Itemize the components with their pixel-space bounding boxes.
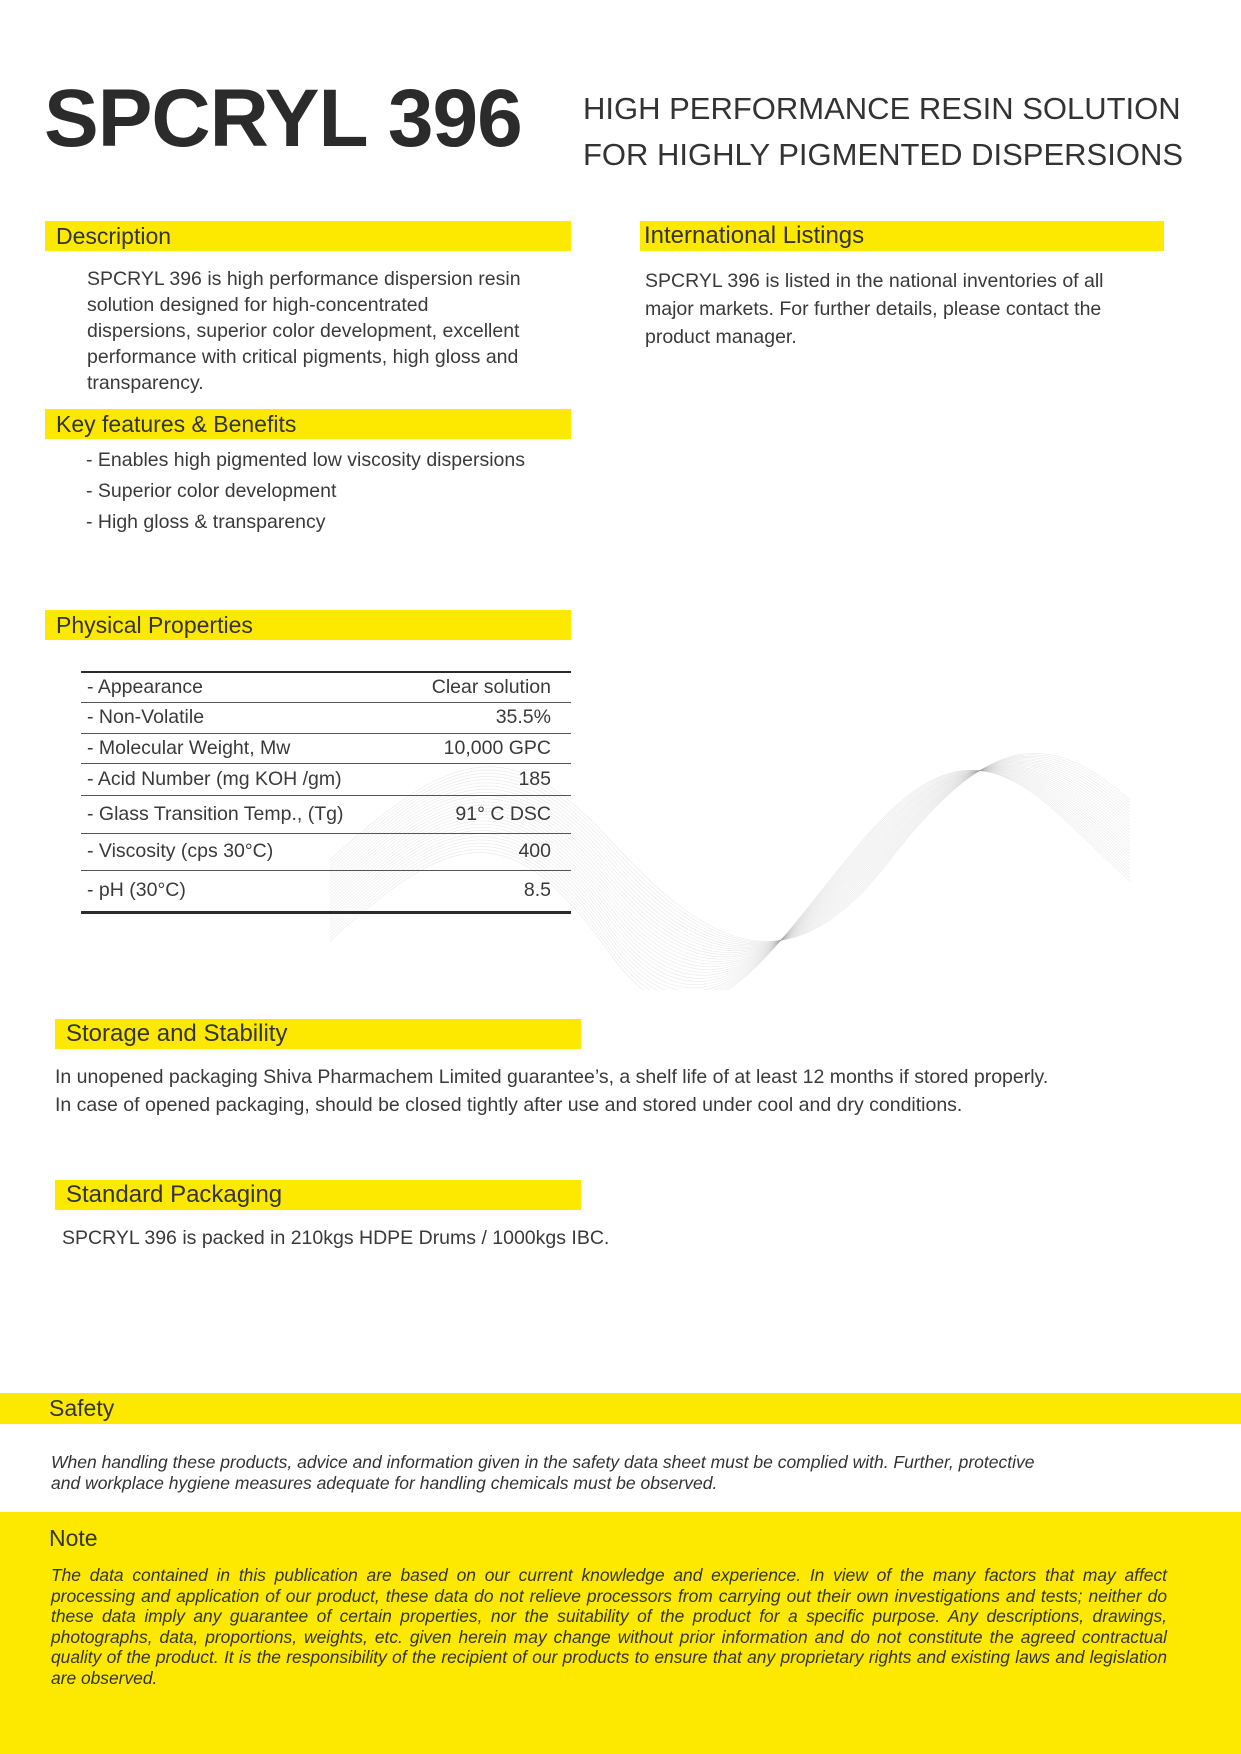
product-subtitle — [583, 86, 1183, 178]
list-item: - Superior color development — [86, 480, 337, 502]
property-value: 91° C DSC — [405, 795, 571, 833]
property-value: 35.5% — [405, 702, 571, 733]
physical-properties-table — [81, 671, 571, 914]
key-features-list — [86, 445, 525, 538]
property-label: - Glass Transition Temp., (Tg) — [81, 795, 405, 833]
storage-line-1: In unopened packaging Shiva Pharmachem Limited guarantee’s, a shelf life of at least 12 months if stored properly. — [55, 1066, 1049, 1088]
note-text: The data contained in this publication are based on our current knowledge and experience. In view of the many factors that may affect processing and application of our product, these data do not relieve processors from carrying out their own investigations and tests; neither do these data imply any guarantee of certain properties, nor the suitability of the product for a specific purpose. Any descriptions, drawings, photographs, data, proportions, weights, etc. given herein may change without prior information and do not constitute the agreed contractual quality of the product. It is the responsibility of the recipient of our products to ensure that any proprietary rights and existing laws and legislation are observed. — [51, 1565, 1167, 1688]
property-value: 10,000 GPC — [405, 733, 571, 763]
property-value: 400 — [405, 833, 571, 870]
safety-text: When handling these products, advice and information given in the safety data sheet must be complied with. Further, protective and workplace hygiene measures adequate for handling chemicals must be observed. — [51, 1452, 1035, 1493]
packaging-text: SPCRYL 396 is packed in 210kgs HDPE Drums / 1000kgs IBC. — [62, 1227, 610, 1249]
property-value: 8.5 — [405, 870, 571, 912]
storage-text — [55, 1063, 1215, 1119]
note-heading: Note — [49, 1525, 98, 1551]
list-item: - Enables high pigmented low viscosity dispersions — [86, 449, 525, 471]
table-row — [81, 702, 571, 733]
table-row — [81, 795, 571, 833]
storage-line-2: In case of opened packaging, should be closed tightly after use and stored under cool and dry conditions. — [55, 1094, 963, 1116]
property-value: 185 — [405, 763, 571, 795]
safety-heading: Safety — [0, 1393, 1241, 1424]
subtitle-line-1: HIGH PERFORMANCE RESIN SOLUTION — [583, 91, 1181, 126]
subtitle-line-2: FOR HIGHLY PIGMENTED DISPERSIONS — [583, 137, 1184, 172]
packaging-heading: Standard Packaging — [55, 1180, 581, 1210]
description-text: SPCRYL 396 is high performance dispersion resin solution designed for high-concentrated dispersions, superior color development, excellent performance with critical pigments, high gloss and transparency. — [87, 268, 521, 394]
table-row — [81, 672, 571, 702]
property-label: - Acid Number (mg KOH /gm) — [81, 763, 405, 795]
product-title: SPCRYL 396 — [44, 73, 522, 164]
table-row — [81, 870, 571, 912]
description-heading: Description — [45, 221, 571, 251]
property-label: - Viscosity (cps 30°C) — [81, 833, 405, 870]
table-row — [81, 733, 571, 763]
key-features-heading: Key features & Benefits — [45, 409, 571, 439]
physical-properties-heading: Physical Properties — [45, 610, 571, 640]
list-item: - High gloss & transparency — [86, 511, 326, 533]
international-listings-heading: International Listings — [640, 221, 1164, 251]
table-row — [81, 763, 571, 795]
property-label: - pH (30°C) — [81, 870, 405, 912]
property-label: - Molecular Weight, Mw — [81, 733, 405, 763]
international-listings-text: SPCRYL 396 is listed in the national inventories of all major markets. For further details, please contact the product manager. — [645, 270, 1104, 348]
table-row — [81, 833, 571, 870]
property-label: - Non-Volatile — [81, 702, 405, 733]
property-value: Clear solution — [405, 672, 571, 702]
property-label: - Appearance — [81, 672, 405, 702]
storage-heading: Storage and Stability — [55, 1019, 581, 1049]
